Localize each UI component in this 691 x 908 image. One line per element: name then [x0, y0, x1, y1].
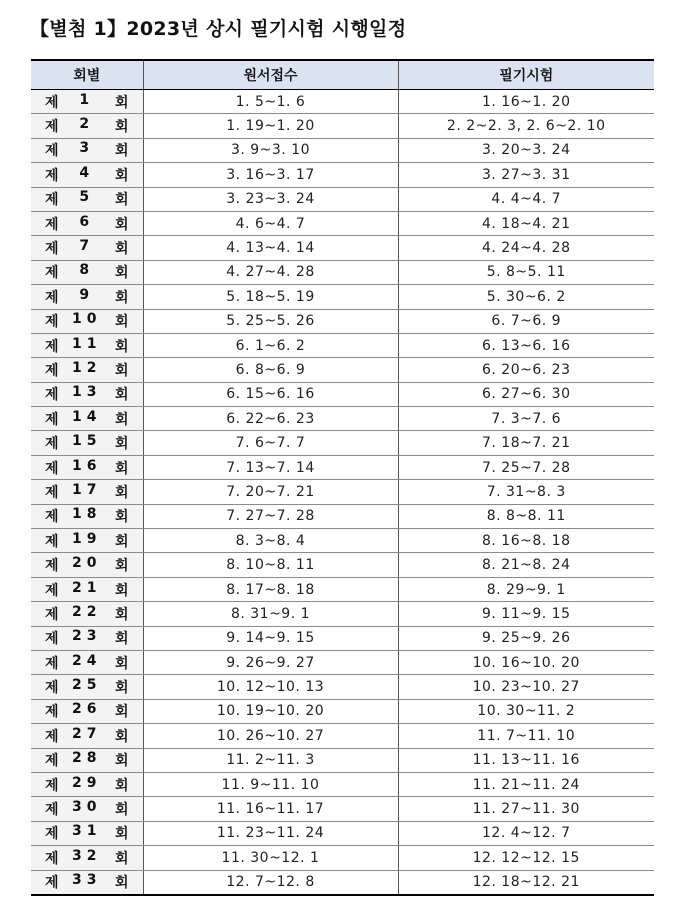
round-cell	[31, 114, 143, 138]
round-cell	[31, 553, 143, 577]
round-label	[31, 384, 143, 404]
round-label	[31, 750, 143, 770]
table-row	[31, 821, 654, 845]
table-row	[31, 699, 654, 723]
round-cell	[31, 285, 143, 309]
table-row	[31, 431, 654, 455]
round-number: 25	[72, 677, 102, 694]
round-prefix: 제	[45, 850, 59, 867]
round-label	[31, 726, 143, 746]
round-label	[31, 458, 143, 478]
table-row	[31, 358, 654, 382]
schedule-table	[31, 59, 654, 896]
round-number: 29	[72, 774, 102, 791]
round-prefix: 제	[45, 314, 59, 331]
round-prefix: 제	[45, 192, 59, 209]
header-written-exam: 필기시험	[398, 60, 654, 90]
exam-period: 7. 18~7. 21	[398, 431, 654, 455]
round-suffix: 회	[114, 216, 129, 233]
round-label	[31, 653, 143, 673]
round-suffix: 회	[114, 753, 129, 770]
exam-period: 4. 18~4. 21	[398, 211, 654, 235]
application-period: 8. 17~8. 18	[143, 577, 398, 601]
table-row	[31, 724, 654, 748]
table-row	[31, 138, 654, 162]
application-period: 8. 31~9. 1	[143, 602, 398, 626]
round-label	[31, 336, 143, 356]
application-period: 11. 30~12. 1	[143, 846, 398, 870]
round-prefix: 제	[45, 436, 59, 453]
round-label	[31, 506, 143, 526]
round-suffix: 회	[114, 460, 129, 477]
round-prefix: 제	[45, 631, 59, 648]
table-row	[31, 309, 654, 333]
exam-period: 6. 7~6. 9	[398, 309, 654, 333]
round-label	[31, 189, 143, 209]
table-row	[31, 650, 654, 674]
round-suffix: 회	[114, 704, 129, 721]
round-number: 7	[79, 238, 95, 255]
header-round: 회별	[31, 60, 143, 90]
round-label	[31, 238, 143, 258]
round-label	[31, 701, 143, 721]
round-prefix: 제	[45, 680, 59, 697]
round-label	[31, 262, 143, 282]
application-period: 1. 5~1. 6	[143, 90, 398, 114]
round-number: 30	[72, 799, 102, 816]
round-prefix: 제	[45, 167, 59, 184]
round-label	[31, 872, 143, 892]
table-row	[31, 455, 654, 479]
round-suffix: 회	[114, 411, 129, 428]
round-prefix: 제	[45, 362, 59, 379]
application-period: 5. 25~5. 26	[143, 309, 398, 333]
round-suffix: 회	[114, 850, 129, 867]
round-label	[31, 628, 143, 648]
table-header	[31, 60, 654, 90]
exam-period: 10. 16~10. 20	[398, 650, 654, 674]
exam-period: 11. 27~11. 30	[398, 797, 654, 821]
exam-period: 10. 23~10. 27	[398, 675, 654, 699]
round-suffix: 회	[114, 728, 129, 745]
table-row	[31, 529, 654, 553]
round-suffix: 회	[114, 606, 129, 623]
table-row	[31, 163, 654, 187]
exam-period: 2. 2~2. 3, 2. 6~2. 10	[398, 114, 654, 138]
round-number: 3	[79, 140, 95, 157]
application-period: 6. 22~6. 23	[143, 407, 398, 431]
round-number: 28	[72, 750, 102, 767]
round-cell	[31, 138, 143, 162]
exam-period: 5. 30~6. 2	[398, 285, 654, 309]
round-suffix: 회	[114, 680, 129, 697]
application-period: 6. 8~6. 9	[143, 358, 398, 382]
exam-period: 8. 21~8. 24	[398, 553, 654, 577]
exam-period: 6. 13~6. 16	[398, 333, 654, 357]
table-row	[31, 504, 654, 528]
round-suffix: 회	[114, 558, 129, 575]
round-prefix: 제	[45, 460, 59, 477]
exam-period: 4. 24~4. 28	[398, 236, 654, 260]
round-cell	[31, 260, 143, 284]
round-prefix: 제	[45, 484, 59, 501]
exam-period: 11. 21~11. 24	[398, 772, 654, 796]
round-label	[31, 287, 143, 307]
table-row	[31, 260, 654, 284]
round-number: 6	[79, 213, 95, 230]
round-cell	[31, 577, 143, 601]
round-prefix: 제	[45, 826, 59, 843]
round-prefix: 제	[45, 558, 59, 575]
exam-period: 12. 18~12. 21	[398, 870, 654, 895]
table-row	[31, 602, 654, 626]
round-label	[31, 555, 143, 575]
exam-period: 9. 25~9. 26	[398, 626, 654, 650]
exam-period: 11. 7~11. 10	[398, 724, 654, 748]
round-number: 13	[72, 384, 102, 401]
round-label	[31, 677, 143, 697]
round-suffix: 회	[114, 143, 129, 160]
round-label	[31, 799, 143, 819]
table-row	[31, 285, 654, 309]
round-cell	[31, 724, 143, 748]
round-number: 19	[72, 530, 102, 547]
table-row	[31, 90, 654, 114]
round-label	[31, 531, 143, 551]
application-period: 4. 6~4. 7	[143, 211, 398, 235]
round-prefix: 제	[45, 777, 59, 794]
round-number: 17	[72, 481, 102, 498]
round-prefix: 제	[45, 655, 59, 672]
round-cell	[31, 431, 143, 455]
round-prefix: 제	[45, 241, 59, 258]
round-cell	[31, 187, 143, 211]
round-number: 27	[72, 725, 102, 742]
round-label	[31, 848, 143, 868]
application-period: 7. 20~7. 21	[143, 480, 398, 504]
round-suffix: 회	[114, 777, 129, 794]
table-row	[31, 187, 654, 211]
round-cell	[31, 675, 143, 699]
round-number: 23	[72, 628, 102, 645]
round-cell	[31, 870, 143, 895]
header-row	[31, 60, 654, 90]
round-suffix: 회	[114, 362, 129, 379]
round-cell	[31, 748, 143, 772]
application-period: 8. 10~8. 11	[143, 553, 398, 577]
round-prefix: 제	[45, 387, 59, 404]
table-row	[31, 577, 654, 601]
round-cell	[31, 211, 143, 235]
round-suffix: 회	[114, 582, 129, 599]
round-label	[31, 92, 143, 112]
round-cell	[31, 382, 143, 406]
application-period: 8. 3~8. 4	[143, 529, 398, 553]
round-cell	[31, 529, 143, 553]
table-row	[31, 211, 654, 235]
exam-period: 9. 11~9. 15	[398, 602, 654, 626]
round-number: 2	[79, 116, 95, 133]
round-label	[31, 214, 143, 234]
round-suffix: 회	[114, 94, 129, 111]
exam-period: 8. 8~8. 11	[398, 504, 654, 528]
round-prefix: 제	[45, 411, 59, 428]
round-suffix: 회	[114, 436, 129, 453]
exam-period: 1. 16~1. 20	[398, 90, 654, 114]
round-suffix: 회	[114, 167, 129, 184]
round-suffix: 회	[114, 241, 129, 258]
round-label	[31, 311, 143, 331]
round-number: 18	[72, 506, 102, 523]
round-suffix: 회	[114, 631, 129, 648]
round-label	[31, 433, 143, 453]
round-number: 33	[72, 872, 102, 889]
application-period: 12. 7~12. 8	[143, 870, 398, 895]
application-period: 7. 6~7. 7	[143, 431, 398, 455]
round-number: 22	[72, 603, 102, 620]
round-label	[31, 409, 143, 429]
round-number: 24	[72, 652, 102, 669]
round-cell	[31, 236, 143, 260]
application-period: 10. 19~10. 20	[143, 699, 398, 723]
round-prefix: 제	[45, 728, 59, 745]
round-number: 20	[72, 555, 102, 572]
application-period: 3. 23~3. 24	[143, 187, 398, 211]
round-cell	[31, 358, 143, 382]
round-cell	[31, 333, 143, 357]
exam-period: 5. 8~5. 11	[398, 260, 654, 284]
table-body	[31, 90, 654, 895]
table-row	[31, 626, 654, 650]
round-suffix: 회	[114, 119, 129, 136]
application-period: 6. 15~6. 16	[143, 382, 398, 406]
table-row	[31, 772, 654, 796]
round-cell	[31, 626, 143, 650]
round-number: 26	[72, 701, 102, 718]
exam-period: 7. 25~7. 28	[398, 455, 654, 479]
round-suffix: 회	[114, 826, 129, 843]
round-prefix: 제	[45, 582, 59, 599]
round-cell	[31, 650, 143, 674]
round-suffix: 회	[114, 338, 129, 355]
round-prefix: 제	[45, 753, 59, 770]
round-prefix: 제	[45, 875, 59, 892]
round-prefix: 제	[45, 338, 59, 355]
application-period: 7. 27~7. 28	[143, 504, 398, 528]
exam-period: 6. 20~6. 23	[398, 358, 654, 382]
round-suffix: 회	[114, 192, 129, 209]
round-number: 4	[79, 164, 95, 181]
round-number: 1	[79, 91, 95, 108]
round-cell	[31, 821, 143, 845]
round-prefix: 제	[45, 802, 59, 819]
round-prefix: 제	[45, 216, 59, 233]
round-cell	[31, 602, 143, 626]
table-row	[31, 675, 654, 699]
round-suffix: 회	[114, 875, 129, 892]
round-suffix: 회	[114, 484, 129, 501]
round-suffix: 회	[114, 655, 129, 672]
round-suffix: 회	[114, 314, 129, 331]
round-cell	[31, 480, 143, 504]
round-suffix: 회	[114, 509, 129, 526]
round-prefix: 제	[45, 289, 59, 306]
round-label	[31, 116, 143, 136]
exam-period: 10. 30~11. 2	[398, 699, 654, 723]
round-cell	[31, 455, 143, 479]
round-number: 21	[72, 579, 102, 596]
round-label	[31, 580, 143, 600]
round-number: 9	[79, 286, 95, 303]
application-period: 3. 16~3. 17	[143, 163, 398, 187]
document-title: 【별첨 1】2023년 상시 필기시험 시행일정	[30, 18, 407, 40]
round-cell	[31, 309, 143, 333]
application-period: 7. 13~7. 14	[143, 455, 398, 479]
table-row	[31, 333, 654, 357]
round-cell	[31, 163, 143, 187]
exam-period: 11. 13~11. 16	[398, 748, 654, 772]
application-period: 3. 9~3. 10	[143, 138, 398, 162]
exam-period: 3. 27~3. 31	[398, 163, 654, 187]
round-number: 15	[72, 433, 102, 450]
round-number: 31	[72, 823, 102, 840]
round-cell	[31, 846, 143, 870]
table-row	[31, 797, 654, 821]
round-prefix: 제	[45, 143, 59, 160]
round-prefix: 제	[45, 704, 59, 721]
application-period: 9. 26~9. 27	[143, 650, 398, 674]
application-period: 4. 13~4. 14	[143, 236, 398, 260]
round-prefix: 제	[45, 119, 59, 136]
exam-period: 7. 31~8. 3	[398, 480, 654, 504]
round-cell	[31, 797, 143, 821]
application-period: 10. 26~10. 27	[143, 724, 398, 748]
round-cell	[31, 699, 143, 723]
header-application: 원서접수	[143, 60, 398, 90]
table-row	[31, 846, 654, 870]
round-cell	[31, 504, 143, 528]
round-number: 8	[79, 262, 95, 279]
table-row	[31, 382, 654, 406]
round-label	[31, 775, 143, 795]
application-period: 11. 23~11. 24	[143, 821, 398, 845]
round-prefix: 제	[45, 533, 59, 550]
round-number: 11	[72, 335, 102, 352]
round-prefix: 제	[45, 265, 59, 282]
round-number: 10	[72, 311, 102, 328]
exam-period: 6. 27~6. 30	[398, 382, 654, 406]
application-period: 6. 1~6. 2	[143, 333, 398, 357]
application-period: 10. 12~10. 13	[143, 675, 398, 699]
table-row	[31, 407, 654, 431]
round-number: 12	[72, 359, 102, 376]
application-period: 5. 18~5. 19	[143, 285, 398, 309]
round-number: 14	[72, 408, 102, 425]
round-suffix: 회	[114, 265, 129, 282]
exam-period: 3. 20~3. 24	[398, 138, 654, 162]
round-label	[31, 165, 143, 185]
exam-period: 7. 3~7. 6	[398, 407, 654, 431]
round-cell	[31, 90, 143, 114]
table-row	[31, 236, 654, 260]
table-row	[31, 480, 654, 504]
round-label	[31, 140, 143, 160]
round-suffix: 회	[114, 387, 129, 404]
round-suffix: 회	[114, 802, 129, 819]
round-prefix: 제	[45, 509, 59, 526]
round-cell	[31, 407, 143, 431]
round-number: 32	[72, 847, 102, 864]
application-period: 11. 2~11. 3	[143, 748, 398, 772]
exam-period: 4. 4~4. 7	[398, 187, 654, 211]
application-period: 11. 9~11. 10	[143, 772, 398, 796]
exam-period: 12. 4~12. 7	[398, 821, 654, 845]
round-number: 5	[79, 189, 95, 206]
round-label	[31, 482, 143, 502]
round-label	[31, 823, 143, 843]
round-number: 16	[72, 457, 102, 474]
application-period: 11. 16~11. 17	[143, 797, 398, 821]
round-cell	[31, 772, 143, 796]
exam-period: 8. 29~9. 1	[398, 577, 654, 601]
application-period: 1. 19~1. 20	[143, 114, 398, 138]
table-row	[31, 114, 654, 138]
round-suffix: 회	[114, 289, 129, 306]
table-row	[31, 870, 654, 895]
round-prefix: 제	[45, 606, 59, 623]
table-row	[31, 553, 654, 577]
table-row	[31, 748, 654, 772]
exam-period: 8. 16~8. 18	[398, 529, 654, 553]
application-period: 4. 27~4. 28	[143, 260, 398, 284]
application-period: 9. 14~9. 15	[143, 626, 398, 650]
round-suffix: 회	[114, 533, 129, 550]
exam-period: 12. 12~12. 15	[398, 846, 654, 870]
round-label	[31, 604, 143, 624]
round-label	[31, 360, 143, 380]
round-prefix: 제	[45, 94, 59, 111]
